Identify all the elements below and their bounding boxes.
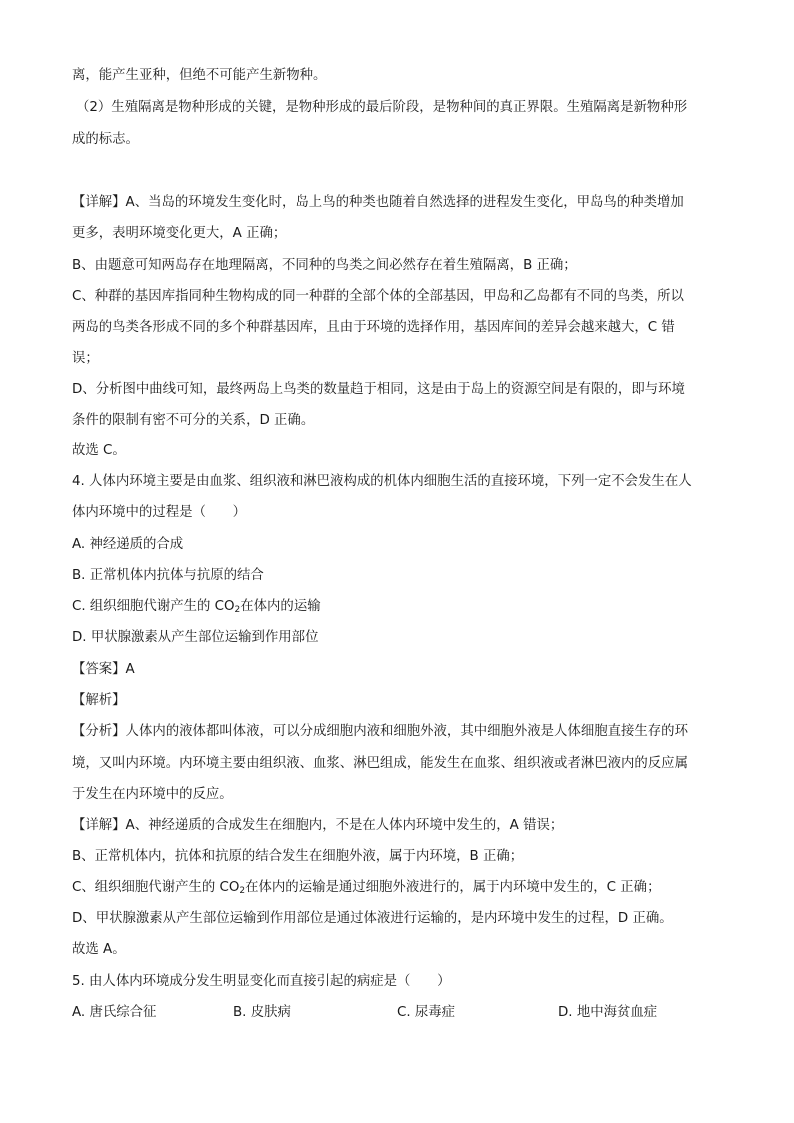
q4-option-c-pre: C. 组织细胞代谢产生的 CO — [72, 599, 235, 614]
q4-option-d: D. 甲状腺激素从产生部位运输到作用部位 — [72, 630, 319, 645]
q4-detail-d: D、甲状腺激素从产生部位运输到作用部位是通过体液进行运输的，是内环境中发生的过程，D 正确。 — [72, 911, 673, 926]
q5-option-d: D. 地中海贫血症 — [558, 1005, 658, 1020]
q3-detail-d-line-2: 条件的限制有密不可分的关系，D 正确。 — [72, 413, 315, 428]
q3-detail-c-line-3: 误； — [72, 351, 99, 366]
q4-answer: 【答案】A — [72, 662, 135, 677]
q4-analysis-line-2: 境，又叫内环境。内环境主要由组织液、血浆、淋巴组成，能发生在血浆、组织液或者淋巴液内的反应属 — [72, 756, 688, 771]
q4-option-c-post: 在体内的运输 — [240, 599, 321, 614]
intro-line-3: 成的标志。 — [72, 132, 139, 147]
q4-analysis-line-3: 于发生在内环境中的反应。 — [72, 787, 233, 802]
q3-detail-a-line-2: 更多，表明环境变化更大，A 正确； — [72, 226, 287, 241]
q3-detail-d-line-1: D、分析图中曲线可知，最终两岛上鸟类的数量趋于相同，这是由于岛上的资源空间是有限的，即与环境 — [72, 382, 685, 397]
q5-stem: 5. 由人体内环境成分发生明显变化而直接引起的病症是（ ） — [72, 974, 451, 989]
q3-detail-c-line-2: 两岛的鸟类各形成不同的多个种群基因库，且由于环境的选择作用，基因库间的差异会越来越大，C 错 — [72, 320, 675, 335]
q4-detail-c — [72, 878, 727, 898]
q4-detail-c-sub: 2 — [239, 886, 246, 896]
q4-option-c — [72, 597, 727, 617]
q4-option-a: A. 神经递质的合成 — [72, 537, 184, 552]
q4-analysis-line-1: 【分析】人体内的液体都叫体液，可以分成细胞内液和细胞外液，其中细胞外液是人体细胞直接生存的环 — [72, 724, 688, 739]
q5-option-a: A. 唐氏综合征 — [72, 1005, 157, 1020]
q4-detail-a: 【详解】A、神经递质的合成发生在细胞内，不是在人体内环境中发生的，A 错误； — [72, 818, 564, 833]
q4-stem-line-1: 4. 人体内环境主要是由血浆、组织液和淋巴液构成的机体内细胞生活的直接环境，下列一定不会发生在人 — [72, 474, 692, 489]
q4-stem-line-2: 体内环境中的过程是（ ） — [72, 505, 247, 520]
q3-detail-c-line-1: C、种群的基因库指同种生物构成的同一种群的全部个体的全部基因，甲岛和乙岛都有不同的鸟类，所以 — [72, 289, 684, 304]
q3-detail-a-line-1: 【详解】A、当岛的环境发生变化时，岛上鸟的种类也随着自然选择的进程发生变化，甲岛鸟的种类增加 — [72, 195, 684, 210]
intro-line-2: （2）生殖隔离是物种形成的关键，是物种形成的最后阶段，是物种间的真正界限。生殖隔离是新物种形 — [76, 100, 688, 115]
q5-option-c: C. 尿毒症 — [397, 1005, 456, 1020]
q4-detail-b: B、正常机体内，抗体和抗原的结合发生在细胞外液，属于内环境，B 正确； — [72, 849, 524, 864]
intro-line-1: 离，能产生亚种，但绝不可能产生新物种。 — [72, 68, 327, 83]
q4-option-b: B. 正常机体内抗体与抗原的结合 — [72, 568, 264, 583]
q4-conclusion: 故选 A。 — [72, 942, 126, 957]
q5-option-b: B. 皮肤病 — [233, 1005, 291, 1020]
q3-conclusion: 故选 C。 — [72, 443, 126, 458]
q4-detail-c-post: 在体内的运输是通过细胞外液进行的，属于内环境中发生的，C 正确； — [245, 880, 661, 895]
q4-analysis-title: 【解析】 — [72, 693, 126, 708]
q3-detail-b: B、由题意可知两岛存在地理隔离，不同种的鸟类之间必然存在着生殖隔离，B 正确； — [72, 258, 577, 273]
q4-detail-c-pre: C、组织细胞代谢产生的 CO — [72, 880, 240, 895]
q4-option-c-sub: 2 — [234, 605, 241, 615]
